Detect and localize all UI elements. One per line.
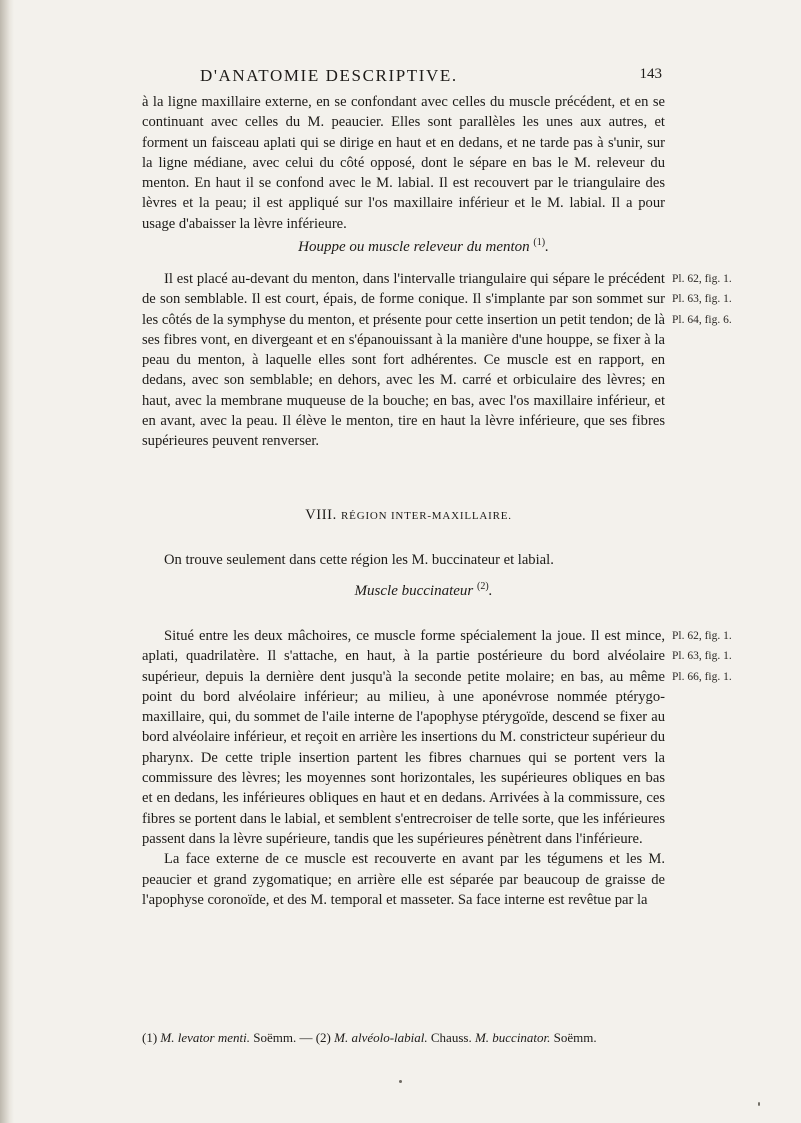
footnote-1-author: Soëmm. — <box>253 1030 313 1045</box>
region-heading <box>142 507 665 524</box>
footnote-2-alt: M. buccinator. <box>474 1030 551 1045</box>
paper-speck <box>758 1102 760 1106</box>
binding-gutter <box>0 0 14 1123</box>
margin-ref: Pl. 62, fig. 1. <box>672 273 732 285</box>
paper-speck <box>399 1080 402 1083</box>
footnote-2-name: M. alvéolo-labial. <box>334 1030 428 1045</box>
region-paragraph: On trouve seulement dans cette région les M. buccinateur et labial. <box>164 552 554 568</box>
margin-ref: Pl. 64, fig. 6. <box>672 313 732 326</box>
houppe-note-mark: (1) <box>533 237 546 248</box>
margin-ref: Pl. 63, fig. 1. <box>672 293 732 306</box>
footnote-1-name: M. levator menti. <box>160 1030 250 1045</box>
houppe-title: Houppe ou muscle releveur du menton <box>298 239 530 255</box>
running-header: D'ANATOMIE DESCRIPTIVE. <box>200 66 458 85</box>
region-heading-block <box>142 507 665 524</box>
buccinateur-heading-block <box>142 581 665 600</box>
margin-ref: Pl. 66, fig. 1. <box>672 670 732 683</box>
page-number: 143 <box>639 66 662 82</box>
footnotes <box>142 1030 702 1046</box>
buccinateur-margin-notes <box>672 626 782 687</box>
margin-ref: Pl. 63, fig. 1. <box>672 650 732 663</box>
buccinateur-note-mark: (2) <box>477 581 489 592</box>
footnote-2-author: Chauss. <box>430 1030 472 1045</box>
buccinateur-heading: Muscle buccinateur $^{(2)}$. <box>354 581 493 599</box>
houppe-paragraph: Il est placé au-devant du menton, dans l'intervalle triangulaire qui sépare le précédent de son semblable. Il est court, épais, de forme conique. Il s'implante par son sommet sur les côtés de la symphyse du menton, et présente pour cette insertion un petit tendon; de là ses fibres vont, en divergeant et en s'épanouissant à la manière d'une houppe, se fixer à la peau du menton, à laquelle elles sont fort adhérentes. Ce muscle est en rapport, en dedans, avec son semblable; en dehors, avec les M. carré et orbiculaire des lèvres; en haut, avec la membrane muqueuse de la bouche; en bas, avec l'os maxillaire inférieur, et en avant, avec la peau. Il élève le menton, tire en haut la lèvre inférieure, que ses fibres supérieures peuvent renverser. <box>142 271 665 450</box>
region-number: VIII. <box>305 507 337 523</box>
region-title: RÉGION INTER-MAXILLAIRE. <box>341 510 512 522</box>
houppe-body-block <box>142 269 665 452</box>
margin-ref: Pl. 62, fig. 1. <box>672 630 732 642</box>
intro-block <box>142 92 665 234</box>
houppe-margin-notes <box>672 269 782 330</box>
buccinateur-body-block <box>142 626 665 910</box>
intro-paragraph: à la ligne maxillaire externe, en se confondant avec celles du muscle précédent, et en se continuant avec celles du M. peaucier. Elles sont parallèles les unes aux autres, et forment un faisceau aplati qui se dirige en haut et en dedans, et ne tarde pas à s'unir, sur la ligne médiane, avec celui du côté opposé, dont le sépare en bas le M. releveur du menton. En haut il se confond avec le M. labial. Il est recouvert par le triangulaire des lèvres et la peau; il est appliqué sur l'os maxillaire inférieur et le M. labial. Il a pour usage d'abaisser la lèvre inférieure. <box>142 94 665 232</box>
houppe-heading-block <box>142 237 665 256</box>
footnote-2-mark: (2) <box>315 1030 331 1045</box>
footnote-2-alt-author: Soëmm. <box>553 1030 597 1045</box>
buccinateur-paragraph-2: La face externe de ce muscle est recouverte en avant par les tégumens et les M. peaucier et grand zygomatique; en arrière elle est séparée par beaucoup de graisse de l'apophyse coronoïde, et des M. temporal et masseter. Sa face interne est revêtue par la <box>142 851 665 908</box>
houppe-heading: Houppe ou muscle releveur du menton $^{(1)}$. <box>298 237 549 255</box>
buccinateur-paragraph-1: Situé entre les deux mâchoires, ce muscle forme spécialement la joue. Il est mince, aplati, quadrilatère. Il s'attache, en haut, à la partie postérieure du bord alvéolaire supérieur, depuis la dernière dent jusqu'à la seconde petite molaire; en bas, au même point du bord alvéolaire inférieur; au milieu, à une aponévrose nommée ptérygo-maxillaire, qui, du sommet de l'aile interne de l'apophyse ptérygoïde, descend se fixer au bord alvéolaire inférieur, et reçoit en arrière les insertions du M. constricteur supérieur du pharynx. De cette triple insertion partent les fibres charnues qui se portent vers la commissure des lèvres; les moyennes sont horizontales, les supérieures obliques en bas et en dedans, les inférieures obliques en haut et en dedans. Arrivées à la commissure, ces fibres se portent dans le labial, et semblent s'entrecroiser de telle sorte, que les inférieures passent dans la lèvre supérieure, tandis que les supérieures pénètrent dans l'inférieure. <box>142 628 665 847</box>
footnote-1-mark: (1) <box>142 1030 158 1045</box>
region-body-block <box>142 550 665 570</box>
buccinateur-title: Muscle buccinateur <box>354 583 474 599</box>
